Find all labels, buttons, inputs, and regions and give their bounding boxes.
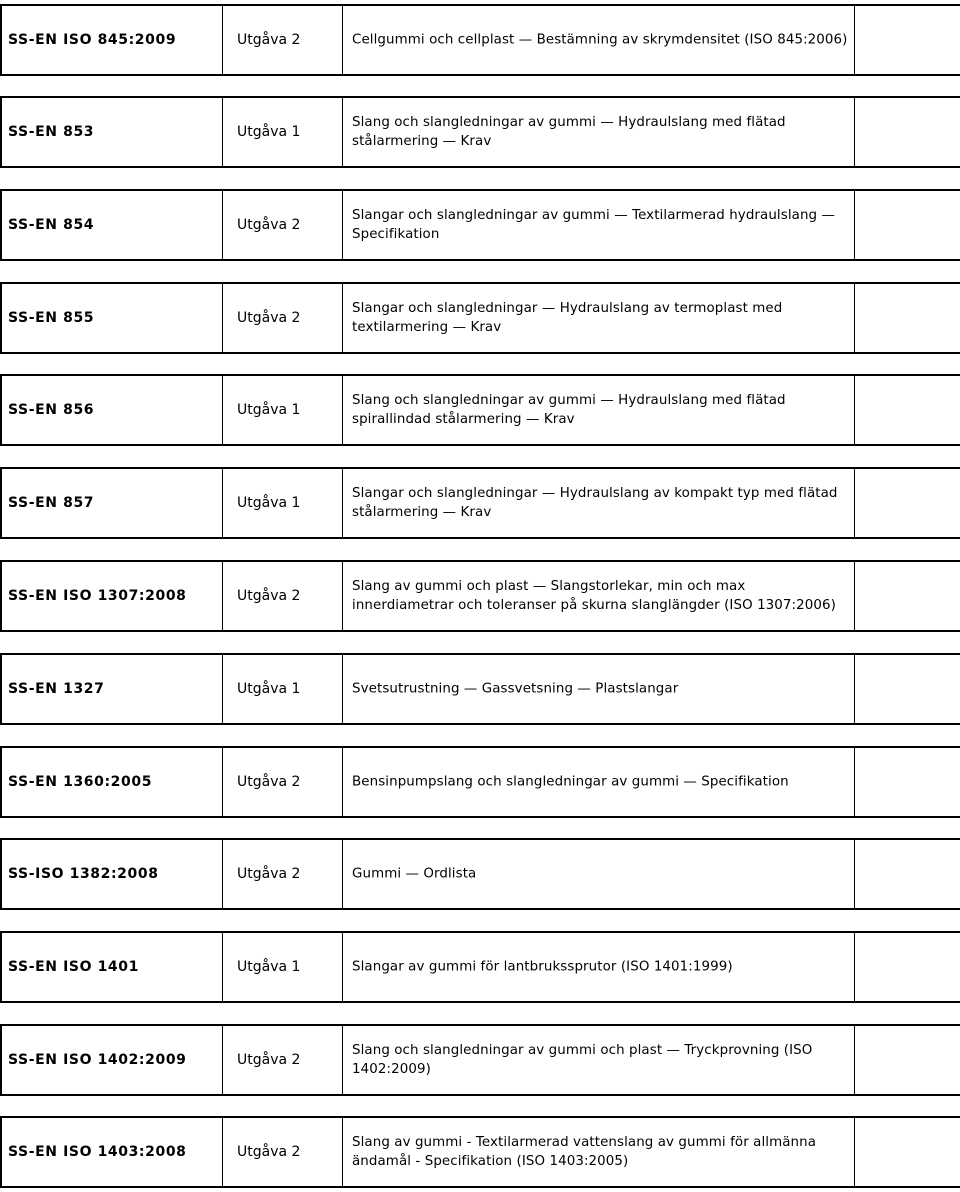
standard-title-cell (342, 653, 854, 725)
standard-id-cell (0, 189, 222, 261)
standard-title-cell (342, 560, 854, 632)
standard-id: SS-ISO 1382:2008 (8, 866, 159, 882)
standard-id-cell (0, 1116, 222, 1188)
standard-row (0, 1022, 960, 1098)
standard-id-cell (0, 560, 222, 632)
standard-id: SS-EN 855 (8, 310, 95, 326)
standard-row (0, 929, 960, 1005)
standard-title-cell (342, 1116, 854, 1188)
standard-id: SS-EN 1327 (8, 681, 105, 697)
standard-title: Slang av gummi och plast — Slangstorlekar, min och max innerdiametrar och toleranser på skurna slanglängder (ISO 1307:2006) (352, 579, 836, 613)
standard-title-cell (342, 467, 854, 539)
standard-title: Slangar och slangledningar — Hydraulslang av termoplast med textilarmering — Krav (352, 301, 783, 335)
standard-extra-cell (854, 560, 960, 632)
standard-title: Slangar av gummi för lantbrukssprutor (ISO 1401:1999) (352, 959, 733, 975)
standard-title-cell (342, 282, 854, 354)
standard-title: Slang och slangledningar av gummi och plast — Tryckprovning (ISO 1402:2009) (352, 1043, 813, 1077)
standard-id: SS-EN ISO 1403:2008 (8, 1144, 187, 1160)
standard-extra-cell (854, 653, 960, 725)
standard-id: SS-EN ISO 1401 (8, 959, 139, 975)
standard-title-cell (342, 838, 854, 910)
standard-edition-cell (222, 838, 342, 910)
standard-edition-cell (222, 374, 342, 446)
standard-title: Slangar och slangledningar av gummi — Textilarmerad hydraulslang — Specifikation (352, 208, 835, 242)
standard-edition-cell (222, 4, 342, 76)
standard-id-cell (0, 96, 222, 168)
standard-row (0, 280, 960, 356)
standard-extra-cell (854, 1116, 960, 1188)
standard-row (0, 558, 960, 634)
standard-id: SS-EN 856 (8, 402, 95, 418)
standard-row (0, 94, 960, 170)
standard-edition-cell (222, 1024, 342, 1096)
standard-id-cell (0, 374, 222, 446)
standard-title-cell (342, 96, 854, 168)
standard-id-cell (0, 282, 222, 354)
standard-id-cell (0, 931, 222, 1003)
standard-title: Slang av gummi - Textilarmerad vattenslang av gummi för allmänna ändamål - Specifikation (ISO 1403:2005) (352, 1135, 817, 1169)
standard-edition-cell (222, 560, 342, 632)
standard-extra-cell (854, 746, 960, 818)
standard-edition: Utgåva 1 (237, 959, 301, 975)
standard-title-cell (342, 1024, 854, 1096)
standard-edition: Utgåva 2 (237, 866, 301, 882)
standard-title: Bensinpumpslang och slangledningar av gummi — Specifikation (352, 774, 789, 790)
standard-extra-cell (854, 4, 960, 76)
standard-title-cell (342, 746, 854, 818)
standard-row (0, 744, 960, 820)
standard-id: SS-EN ISO 1307:2008 (8, 588, 187, 604)
standard-row (0, 187, 960, 263)
standard-id: SS-EN 853 (8, 124, 95, 140)
standard-title: Slangar och slangledningar — Hydraulslang av kompakt typ med flätad stålarmering — Krav (352, 486, 838, 520)
standard-edition: Utgåva 2 (237, 32, 301, 48)
standard-id-cell (0, 467, 222, 539)
standard-id: SS-EN ISO 845:2009 (8, 32, 177, 48)
standard-row (0, 2, 960, 78)
standard-title-cell (342, 931, 854, 1003)
standard-edition-cell (222, 189, 342, 261)
standard-row (0, 836, 960, 912)
standard-id: SS-EN 857 (8, 495, 95, 511)
standard-id-cell (0, 1024, 222, 1096)
standard-edition: Utgåva 1 (237, 402, 301, 418)
standard-edition: Utgåva 2 (237, 588, 301, 604)
standard-row (0, 372, 960, 448)
standard-extra-cell (854, 1024, 960, 1096)
standard-edition: Utgåva 2 (237, 774, 301, 790)
standard-title-cell (342, 374, 854, 446)
standard-id-cell (0, 838, 222, 910)
standard-edition: Utgåva 2 (237, 1144, 301, 1160)
standard-extra-cell (854, 282, 960, 354)
standard-id: SS-EN ISO 1402:2009 (8, 1052, 187, 1068)
standard-title-cell (342, 189, 854, 261)
standard-extra-cell (854, 931, 960, 1003)
standard-id: SS-EN 1360:2005 (8, 774, 153, 790)
standard-title: Gummi — Ordlista (352, 866, 477, 882)
standard-title-cell (342, 4, 854, 76)
standard-extra-cell (854, 189, 960, 261)
standard-id-cell (0, 653, 222, 725)
standard-title: Svetsutrustning — Gassvetsning — Plastslangar (352, 681, 679, 697)
standard-row (0, 1114, 960, 1190)
standard-edition: Utgåva 2 (237, 310, 301, 326)
standard-id-cell (0, 746, 222, 818)
standard-edition-cell (222, 96, 342, 168)
standard-edition-cell (222, 653, 342, 725)
standard-edition: Utgåva 2 (237, 217, 301, 233)
standard-extra-cell (854, 467, 960, 539)
standard-edition: Utgåva 2 (237, 1052, 301, 1068)
standard-extra-cell (854, 838, 960, 910)
standard-edition-cell (222, 467, 342, 539)
standard-edition: Utgåva 1 (237, 681, 301, 697)
standard-edition-cell (222, 931, 342, 1003)
standard-edition: Utgåva 1 (237, 495, 301, 511)
standard-id-cell (0, 4, 222, 76)
standard-edition: Utgåva 1 (237, 124, 301, 140)
standard-extra-cell (854, 374, 960, 446)
standard-id: SS-EN 854 (8, 217, 95, 233)
standard-edition-cell (222, 746, 342, 818)
standard-title: Slang och slangledningar av gummi — Hydraulslang med flätad spirallindad stålarmering — Krav (352, 393, 786, 427)
standard-title: Cellgummi och cellplast — Bestämning av skrymdensitet (ISO 845:2006) (352, 32, 848, 48)
standard-edition-cell (222, 1116, 342, 1188)
standard-extra-cell (854, 96, 960, 168)
standard-title: Slang och slangledningar av gummi — Hydraulslang med flätad stålarmering — Krav (352, 115, 786, 149)
standard-row (0, 465, 960, 541)
standard-edition-cell (222, 282, 342, 354)
standard-row (0, 651, 960, 727)
